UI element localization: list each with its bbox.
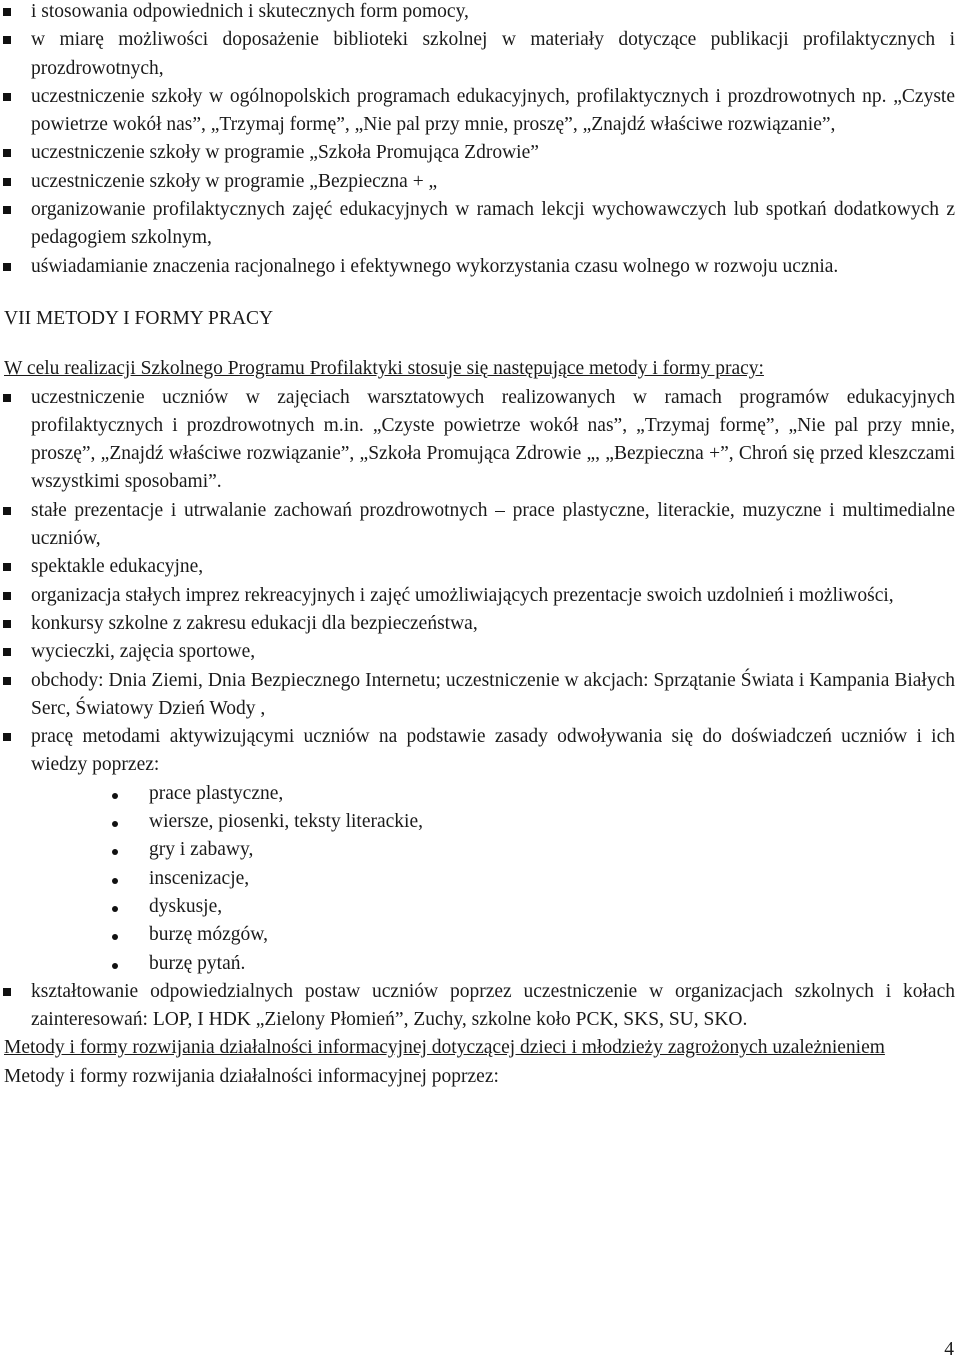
section-heading: VII METODY I FORMY PRACY: [4, 307, 274, 329]
subheading: Metody i formy rozwijania działalności informacyjnej dotyczącej dzieci i młodzieży zagrożonych uzależnieniem: [4, 1037, 885, 1059]
list-item: stałe prezentacje i utrwalanie zachowań prozdrowotnych – prace plastyczne, literackie, muzyczne i multimedialne uczniów,: [0, 497, 955, 554]
final-paragraph: Metody i formy rozwijania działalności informacyjnej poprzez:: [4, 1065, 499, 1087]
sublist-item: burzę pytań.: [0, 950, 960, 978]
sublist-item: wiersze, piosenki, teksty literackie,: [0, 808, 960, 836]
sublist-item: gry i zabawy,: [0, 836, 960, 864]
list-item: organizacja stałych imprez rekreacyjnych i zajęć umożliwiających prezentacje swoich uzdolnień i możliwości,: [0, 582, 955, 610]
list-item: kształtowanie odpowiedzialnych postaw uczniów poprzez uczestniczenie w organizacjach szkolnych i kołach zainteresowań: LOP, I HDK „Zielony Płomień”, Zuchy, szkolne koło PCK, SKS, SU, SKO.: [0, 978, 955, 1035]
list-item: uczestniczenie szkoły w programie „Bezpieczna + „: [0, 168, 955, 196]
sublist-item: prace plastyczne,: [0, 780, 960, 808]
list-item: spektakle edukacyjne,: [0, 553, 955, 581]
sublist-item: inscenizacje,: [0, 865, 960, 893]
list-item: konkursy szkolne z zakresu edukacji dla bezpieczeństwa,: [0, 610, 955, 638]
methods-bullet-list: [0, 384, 960, 780]
intro-paragraph: W celu realizacji Szkolnego Programu Profilaktyki stosuje się następujące metody i formy pracy:: [4, 358, 764, 380]
list-item: uczestniczenie szkoły w programie „Szkoła Promująca Zdrowie”: [0, 139, 955, 167]
top-bullet-list: [0, 0, 960, 281]
list-item: wycieczki, zajęcia sportowe,: [0, 638, 955, 666]
list-item: uświadamianie znaczenia racjonalnego i efektywnego wykorzystania czasu wolnego w rozwoju ucznia.: [0, 253, 955, 281]
list-item: organizowanie profilaktycznych zajęć edukacyjnych w ramach lekcji wychowawczych lub spotkań dodatkowych z pedagogiem szkolnym,: [0, 196, 955, 253]
list-item: uczestniczenie uczniów w zajęciach warsztatowych realizowanych w ramach programów edukacyjnych profilaktycznych i prozdrowotnych m.in. „Czyste powietrze wokół nas”, „Trzymaj formę”, „Nie pal przy mnie, proszę”, „Znajdź właściwe rozwiązanie”, „Szkoła Promująca Zdrowie „, „Bezpieczna +”, Chroń się przed kleszczami wszystkimi sposobami”.: [0, 384, 955, 497]
list-item: i stosowania odpowiednich i skutecznych form pomocy,: [0, 0, 955, 26]
list-item: uczestniczenie szkoły w ogólnopolskich programach edukacyjnych, profilaktycznych i prozdrowotnych np. „Czyste powietrze wokół nas”, „Trzymaj formę”, „Nie pal przy mnie, proszę”, „Znajdź właściwe rozwiązanie”,: [0, 83, 955, 140]
list-item: obchody: Dnia Ziemi, Dnia Bezpiecznego Internetu; uczestniczenie w akcjach: Sprzątanie Świata i Kampania Białych Serc, Światowy Dzień Wody ,: [0, 667, 955, 724]
page-number: 4: [944, 1339, 954, 1360]
organizations-bullet-list: [0, 978, 960, 1035]
list-item: pracę metodami aktywizującymi uczniów na podstawie zasady odwoływania się do doświadczeń uczniów i ich wiedzy poprzez:: [0, 723, 955, 780]
sublist-item: burzę mózgów,: [0, 921, 960, 949]
list-item: w miarę możliwości doposażenie biblioteki szkolnej w materiały dotyczące publikacji profilaktycznych i prozdrowotnych,: [0, 26, 955, 83]
active-methods-sublist: [0, 780, 960, 978]
sublist-item: dyskusje,: [0, 893, 960, 921]
